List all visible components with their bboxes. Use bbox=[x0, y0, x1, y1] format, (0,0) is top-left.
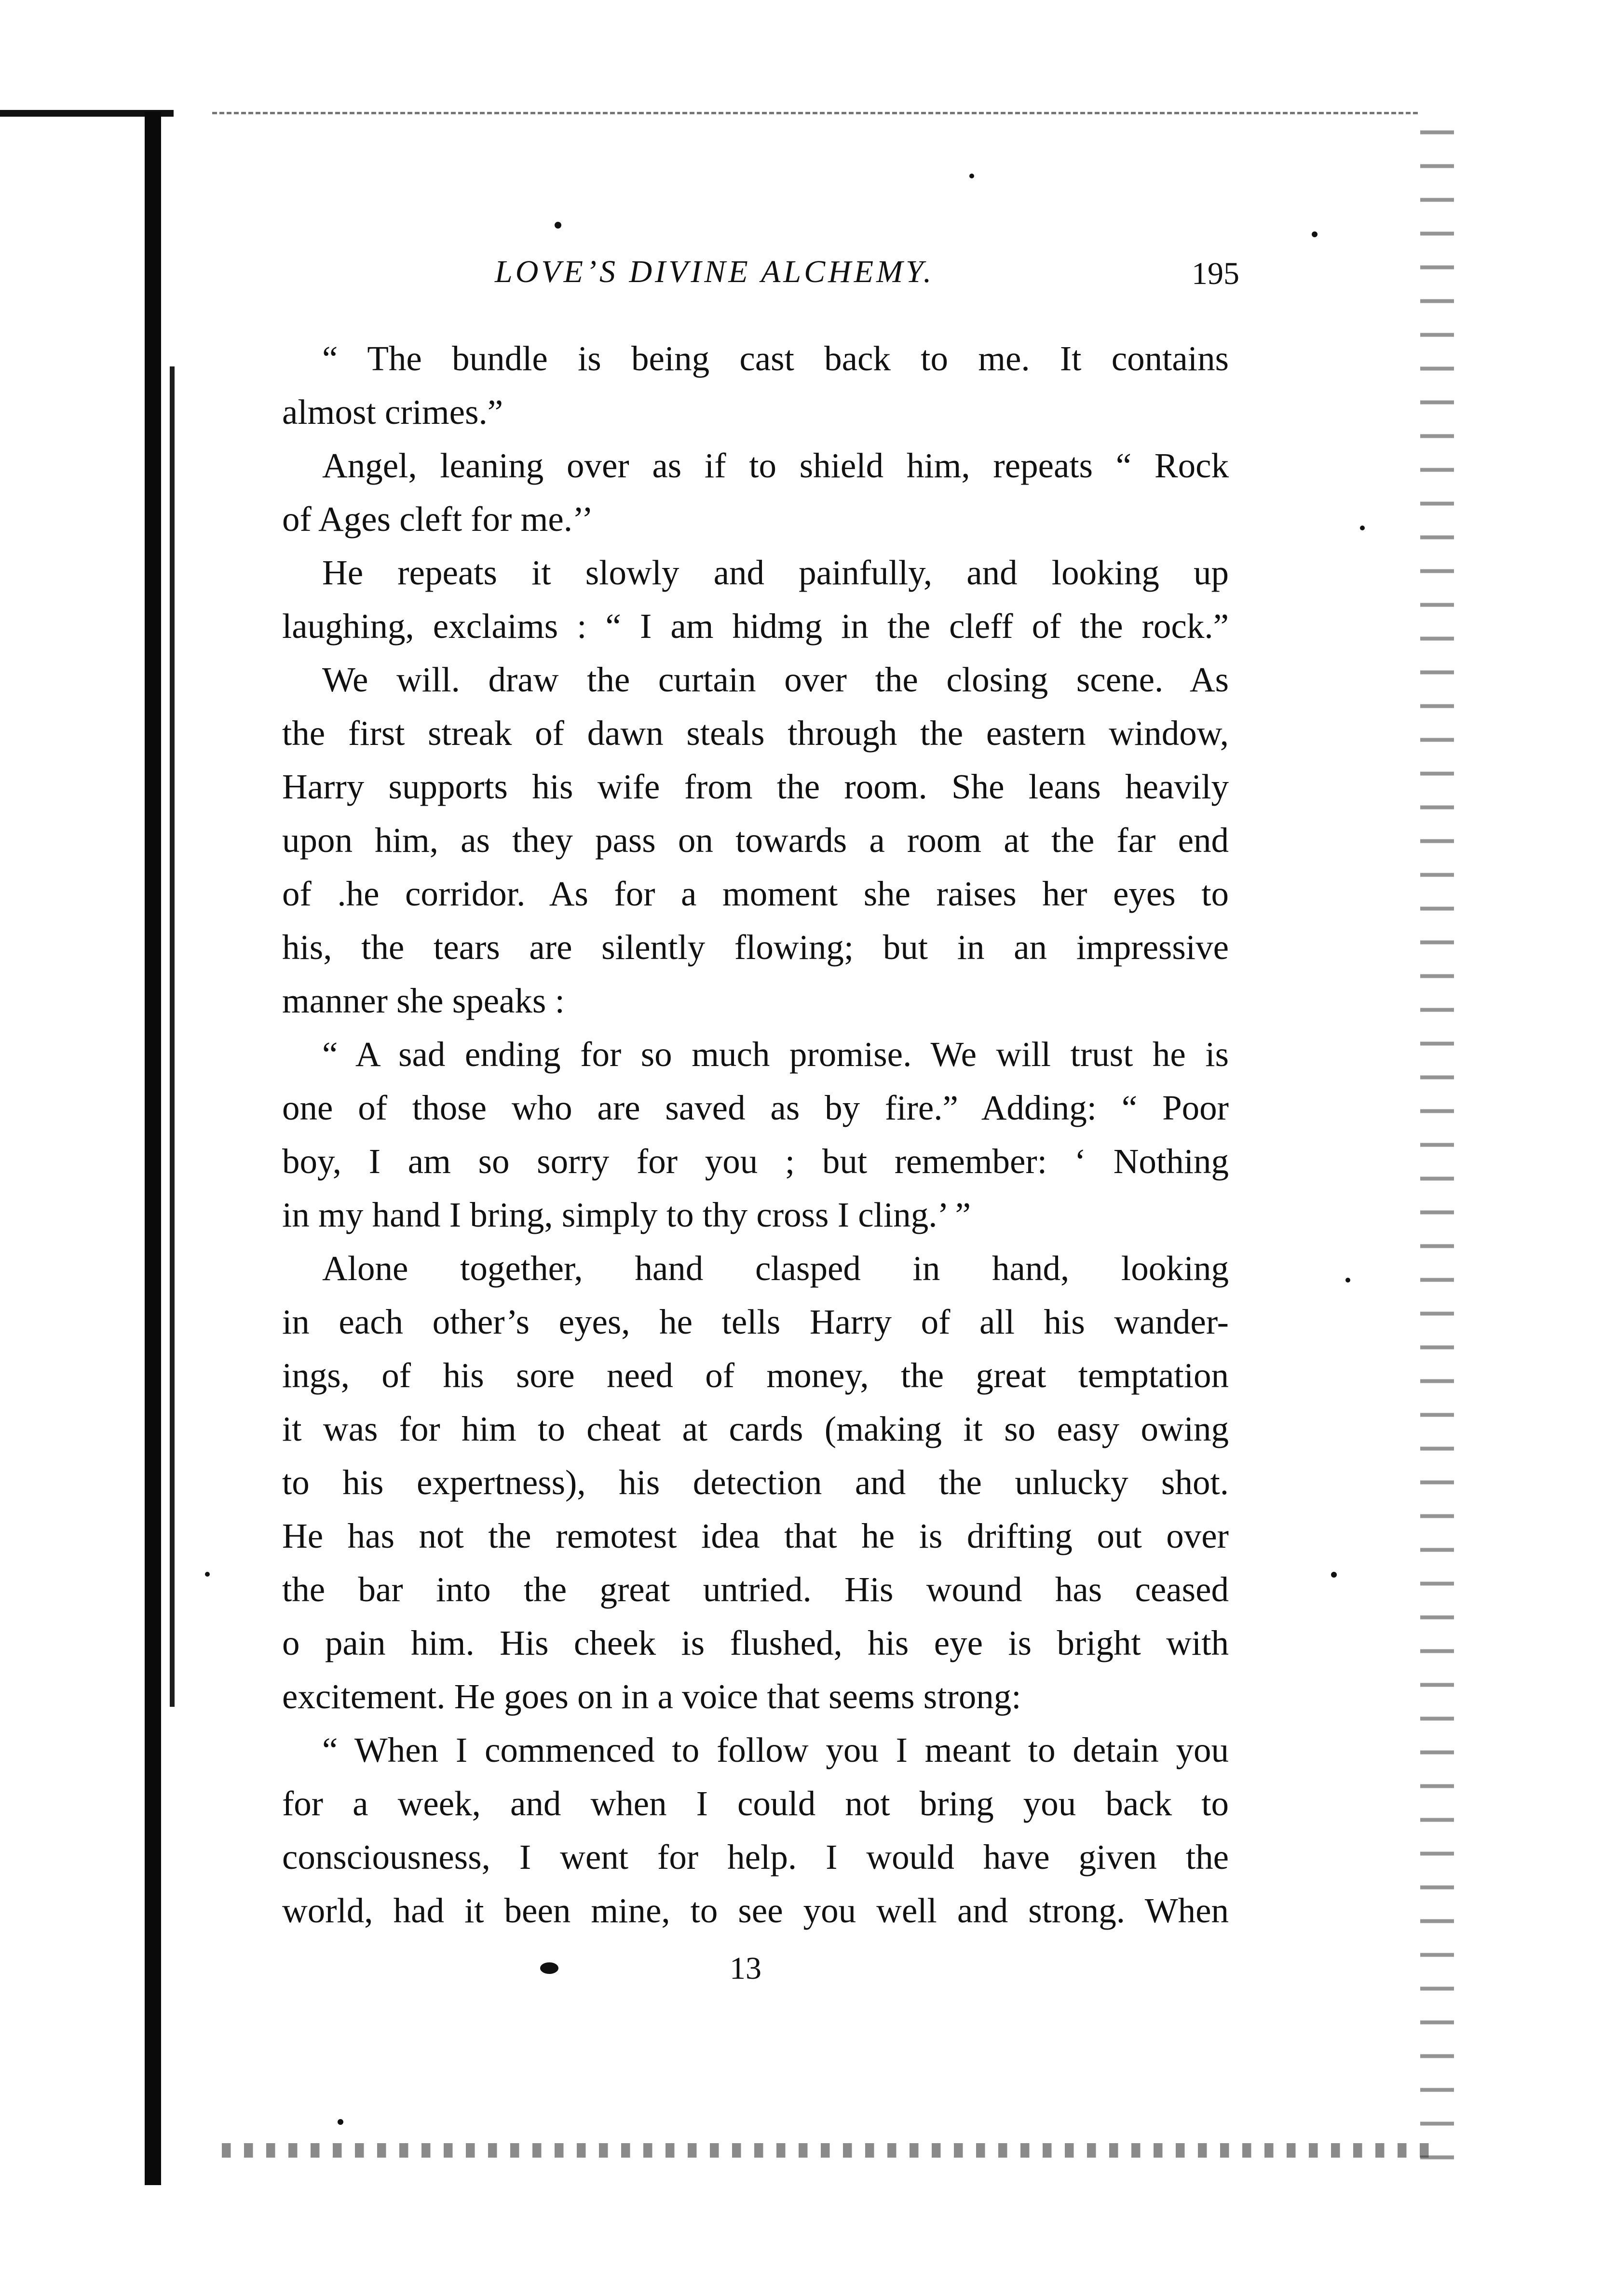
ink-speck bbox=[205, 1572, 210, 1577]
text-line: “ A sad ending for so much promise. We will trust he is bbox=[322, 1035, 1229, 1074]
text-line: excitement. He goes on in a voice that seems strong: bbox=[282, 1677, 1021, 1716]
ink-speck bbox=[1360, 526, 1365, 530]
ink-blot bbox=[540, 1962, 558, 1974]
text-line: ings, of his sore need of money, the great temptation bbox=[282, 1356, 1229, 1395]
book-binding-shadow bbox=[145, 112, 161, 2185]
running-head: LOVE’S DIVINE ALCHEMY. bbox=[495, 254, 935, 289]
page-bottom-edge-marks bbox=[222, 2143, 1432, 2158]
text-line: to his expertness), his detection and the unlucky shot. bbox=[282, 1463, 1229, 1502]
body-text bbox=[282, 332, 1229, 1937]
text-line: in each other’s eyes, he tells Harry of all his wander- bbox=[282, 1302, 1229, 1341]
page-top-edge-marks bbox=[212, 112, 1418, 114]
ink-speck bbox=[338, 2119, 343, 2125]
text-line: boy, I am so sorry for you ; but remember: ‘ Nothing bbox=[282, 1142, 1229, 1181]
text-line: He has not the remotest idea that he is drifting out over bbox=[282, 1516, 1229, 1555]
text-line: Harry supports his wife from the room. She leans heavily bbox=[282, 767, 1229, 806]
page-right-edge-marks bbox=[1420, 116, 1454, 2189]
text-line: the first streak of dawn steals through the eastern window, bbox=[282, 714, 1229, 753]
text-line: consciousness, I went for help. I would have given the bbox=[282, 1837, 1229, 1877]
printer-signature-mark: 13 bbox=[730, 1951, 761, 1986]
page-number: 195 bbox=[1192, 256, 1239, 291]
text-line: manner she speaks : bbox=[282, 981, 565, 1020]
text-line: Alone together, hand clasped in hand, looking bbox=[322, 1249, 1229, 1288]
page-header bbox=[284, 245, 1248, 303]
text-line: Angel, leaning over as if to shield him, repeats “ Rock bbox=[322, 446, 1229, 485]
text-line: We will. draw the curtain over the closing scene. As bbox=[322, 660, 1229, 699]
text-line: in my hand I bring, simply to thy cross I cling.’ ” bbox=[282, 1195, 971, 1234]
book-binding-shadow-inner bbox=[170, 366, 175, 1707]
text-line: of .he corridor. As for a moment she raises her eyes to bbox=[282, 874, 1229, 913]
ink-speck bbox=[1345, 1278, 1350, 1283]
text-line: one of those who are saved as by fire.” Adding: “ Poor bbox=[282, 1088, 1229, 1127]
text-line: of Ages cleft for me.’’ bbox=[282, 500, 594, 539]
text-line: almost crimes.” bbox=[282, 392, 503, 432]
text-line: “ The bundle is being cast back to me. It contains bbox=[322, 339, 1229, 378]
text-line: laughing, exclaims : “ I am hidmg in the cleff of the rock.” bbox=[282, 607, 1229, 646]
text-line: the bar into the great untried. His wound has ceased bbox=[282, 1570, 1229, 1609]
text-line: it was for him to cheat at cards (making it so easy owing bbox=[282, 1409, 1229, 1448]
text-line: He repeats it slowly and painfully, and looking up bbox=[322, 553, 1229, 592]
ink-speck bbox=[969, 174, 974, 178]
text-line: “ When I commenced to follow you I meant to detain you bbox=[322, 1730, 1229, 1769]
text-line: world, had it been mine, to see you well and strong. When bbox=[282, 1891, 1229, 1930]
text-line: o pain him. His cheek is flushed, his eye is bright with bbox=[282, 1623, 1229, 1662]
ink-speck bbox=[1312, 231, 1318, 237]
ink-speck bbox=[555, 222, 561, 229]
text-line: for a week, and when I could not bring you back to bbox=[282, 1784, 1229, 1823]
ink-speck bbox=[1331, 1572, 1337, 1578]
text-line: his, the tears are silently flowing; but in an impressive bbox=[282, 928, 1229, 967]
text-line: upon him, as they pass on towards a room at the far end bbox=[282, 821, 1229, 860]
